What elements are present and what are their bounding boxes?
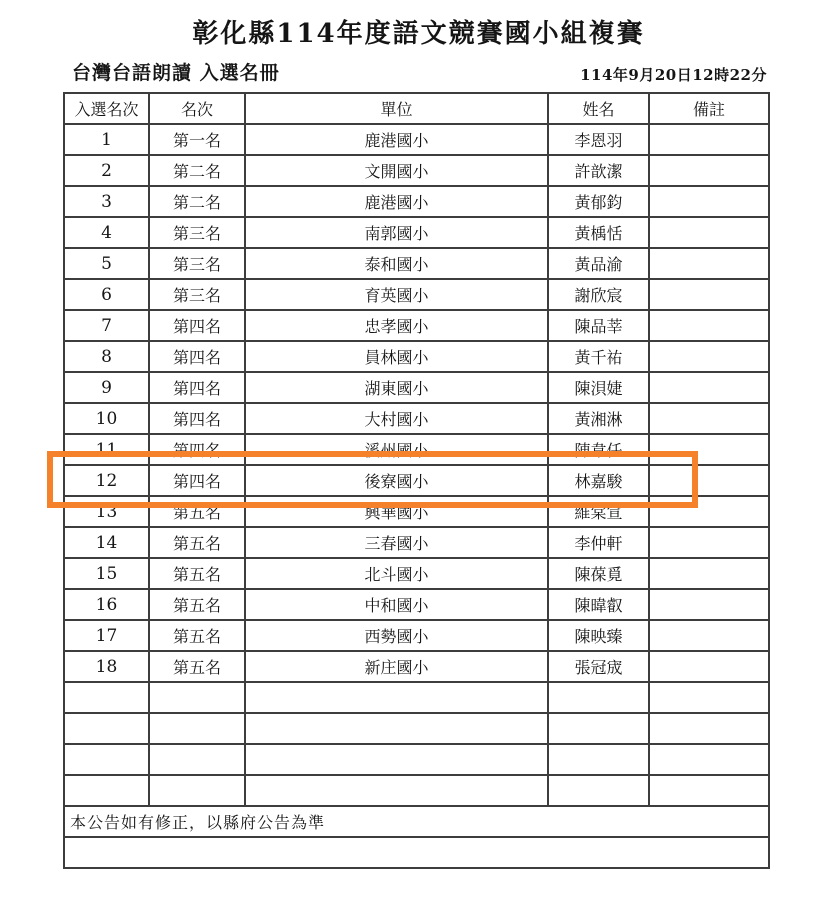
school-cell: 新庄國小 [245, 651, 548, 682]
table-row [64, 341, 769, 372]
name-cell: 陳葆覓 [548, 558, 649, 589]
school-cell: 員林國小 [245, 341, 548, 372]
place-cell [149, 682, 245, 713]
empty-footer-row [64, 837, 769, 868]
rank-cell: 13 [64, 496, 149, 527]
table-row [64, 186, 769, 217]
name-cell: 李恩羽 [548, 124, 649, 155]
remark-cell [649, 155, 769, 186]
place-cell [149, 713, 245, 744]
remark-cell [649, 558, 769, 589]
place-cell: 第四名 [149, 403, 245, 434]
table-row [64, 248, 769, 279]
rank-cell: 1 [64, 124, 149, 155]
rank-cell: 8 [64, 341, 149, 372]
table-row [64, 527, 769, 558]
remark-cell [649, 775, 769, 806]
school-cell: 鹿港國小 [245, 124, 548, 155]
name-cell: 陳浿婕 [548, 372, 649, 403]
table-row [64, 496, 769, 527]
table-row [64, 310, 769, 341]
remark-cell [649, 713, 769, 744]
table-row [64, 124, 769, 155]
remark-cell [649, 341, 769, 372]
empty-footer-cell [64, 837, 769, 868]
table-row [64, 155, 769, 186]
remark-cell [649, 682, 769, 713]
rank-cell: 7 [64, 310, 149, 341]
rank-cell: 18 [64, 651, 149, 682]
name-cell: 維棠宣 [548, 496, 649, 527]
table-row [64, 589, 769, 620]
remark-cell [649, 651, 769, 682]
place-cell: 第四名 [149, 372, 245, 403]
remark-cell [649, 744, 769, 775]
name-cell: 陳韋任 [548, 434, 649, 465]
empty-row [64, 682, 769, 713]
rank-cell: 10 [64, 403, 149, 434]
school-cell: 大村國小 [245, 403, 548, 434]
place-cell: 第四名 [149, 310, 245, 341]
place-cell: 第三名 [149, 248, 245, 279]
table-row [64, 558, 769, 589]
rank-cell: 17 [64, 620, 149, 651]
remark-cell [649, 527, 769, 558]
page-title: 彰化縣114年度語文競賽國小組複賽 [192, 19, 645, 49]
remark-cell [649, 124, 769, 155]
footer-note: 本公告如有修正，以縣府公告為準 [64, 806, 769, 837]
school-cell: 三春國小 [245, 527, 548, 558]
table-row [64, 465, 769, 496]
school-cell [245, 682, 548, 713]
rank-cell: 6 [64, 279, 149, 310]
table-row [64, 434, 769, 465]
remark-cell [649, 620, 769, 651]
empty-row [64, 713, 769, 744]
table-row [64, 651, 769, 682]
empty-row [64, 744, 769, 775]
school-cell: 興華國小 [245, 496, 548, 527]
column-header-remark: 備註 [649, 93, 769, 124]
school-cell: 文開國小 [245, 155, 548, 186]
table-row [64, 403, 769, 434]
footer-row [64, 806, 769, 837]
place-cell: 第一名 [149, 124, 245, 155]
name-cell: 黃楀恬 [548, 217, 649, 248]
rank-cell: 2 [64, 155, 149, 186]
remark-cell [649, 465, 769, 496]
rank-cell: 4 [64, 217, 149, 248]
column-header-school: 單位 [245, 93, 548, 124]
place-cell: 第五名 [149, 558, 245, 589]
school-cell [245, 775, 548, 806]
school-cell: 育英國小 [245, 279, 548, 310]
roster-table [63, 92, 770, 869]
remark-cell [649, 589, 769, 620]
school-cell: 鹿港國小 [245, 186, 548, 217]
school-cell: 泰和國小 [245, 248, 548, 279]
school-cell: 湖東國小 [245, 372, 548, 403]
rank-cell [64, 775, 149, 806]
table-row [64, 372, 769, 403]
remark-cell [649, 434, 769, 465]
place-cell [149, 775, 245, 806]
school-cell: 後寮國小 [245, 465, 548, 496]
rank-cell [64, 682, 149, 713]
rank-cell: 3 [64, 186, 149, 217]
school-cell: 溪州國小 [245, 434, 548, 465]
rank-cell: 12 [64, 465, 149, 496]
school-cell [245, 713, 548, 744]
school-cell: 忠孝國小 [245, 310, 548, 341]
name-cell: 陳映臻 [548, 620, 649, 651]
column-header-rank: 入選名次 [64, 93, 149, 124]
school-cell: 南郭國小 [245, 217, 548, 248]
remark-cell [649, 372, 769, 403]
place-cell: 第五名 [149, 651, 245, 682]
name-cell: 陳暐叡 [548, 589, 649, 620]
remark-cell [649, 310, 769, 341]
school-cell: 西勢國小 [245, 620, 548, 651]
place-cell: 第五名 [149, 527, 245, 558]
name-cell [548, 713, 649, 744]
place-cell: 第四名 [149, 341, 245, 372]
place-cell: 第五名 [149, 496, 245, 527]
school-cell [245, 744, 548, 775]
place-cell: 第二名 [149, 186, 245, 217]
rank-cell: 14 [64, 527, 149, 558]
name-cell: 黃品渝 [548, 248, 649, 279]
place-cell: 第三名 [149, 217, 245, 248]
empty-row [64, 775, 769, 806]
remark-cell [649, 248, 769, 279]
name-cell: 謝欣宸 [548, 279, 649, 310]
header-row [64, 93, 769, 124]
table-row [64, 279, 769, 310]
place-cell: 第三名 [149, 279, 245, 310]
school-cell: 北斗國小 [245, 558, 548, 589]
remark-cell [649, 496, 769, 527]
name-cell [548, 775, 649, 806]
name-cell: 李仲軒 [548, 527, 649, 558]
name-cell [548, 744, 649, 775]
name-cell [548, 682, 649, 713]
rank-cell: 9 [64, 372, 149, 403]
place-cell: 第五名 [149, 620, 245, 651]
school-cell: 中和國小 [245, 589, 548, 620]
remark-cell [649, 186, 769, 217]
rank-cell: 5 [64, 248, 149, 279]
name-cell: 陳品莘 [548, 310, 649, 341]
place-cell: 第五名 [149, 589, 245, 620]
roster-table-body [64, 124, 769, 868]
name-cell: 黃千祐 [548, 341, 649, 372]
name-cell: 張冠宬 [548, 651, 649, 682]
place-cell: 第四名 [149, 465, 245, 496]
place-cell: 第四名 [149, 434, 245, 465]
table-row [64, 217, 769, 248]
rank-cell: 16 [64, 589, 149, 620]
place-cell: 第二名 [149, 155, 245, 186]
roster-subtitle: 台灣台語朗讀 入選名冊 [72, 62, 280, 84]
rank-cell: 15 [64, 558, 149, 589]
name-cell: 黃郁鈞 [548, 186, 649, 217]
name-cell: 林嘉駿 [548, 465, 649, 496]
name-cell: 許歆潔 [548, 155, 649, 186]
column-header-name: 姓名 [548, 93, 649, 124]
timestamp: 114年9月20日12時22分 [580, 66, 767, 84]
remark-cell [649, 217, 769, 248]
column-header-place: 名次 [149, 93, 245, 124]
name-cell: 黃湘淋 [548, 403, 649, 434]
subtitle-bar [72, 58, 767, 85]
remark-cell [649, 403, 769, 434]
rank-cell: 11 [64, 434, 149, 465]
remark-cell [649, 279, 769, 310]
rank-cell [64, 713, 149, 744]
table-row [64, 620, 769, 651]
rank-cell [64, 744, 149, 775]
place-cell [149, 744, 245, 775]
